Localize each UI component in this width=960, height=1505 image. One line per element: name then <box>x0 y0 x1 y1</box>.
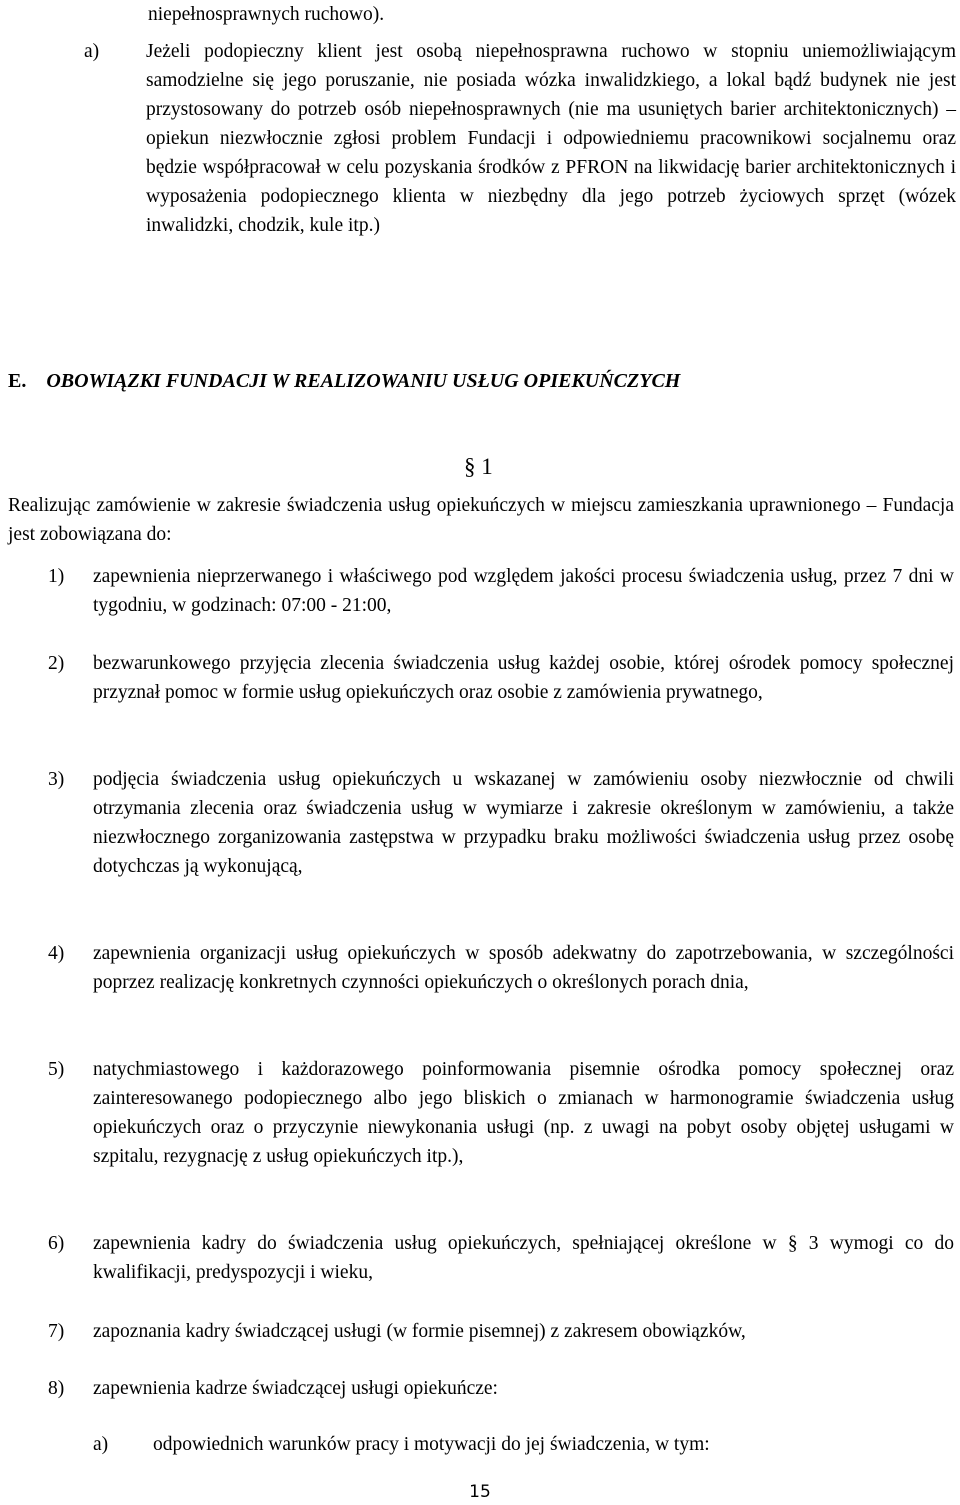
list-item-text: podjęcia świadczenia usług opiekuńczych u wskazanej w zamówieniu osoby niezwłocznie od chwili otrzymania zlecenia oraz świadczenia usług w wymiarze i zakresie określonym w zamówieniu, a także niezwłocznego zorganizowania zastępstwa w przypadku braku możliwości świadczenia usług przez osobę dotychczas ją wykonującą, <box>93 769 954 877</box>
list-item-text: zapewnienia nieprzerwanego i właściwego pod względem jakości procesu świadczenia usług, przez 7 dni w tygodniu, w godzinach: 07:00 - 21:00, <box>93 566 954 616</box>
list-item-marker: 4) <box>48 943 65 964</box>
section-heading <box>8 367 958 396</box>
item-a-marker: a) <box>84 41 100 62</box>
list-item-text: natychmiastowego i każdorazowego poinformowania pisemnie ośrodka pomocy społecznej oraz zainteresowanego podopiecznego albo jego bliskich o zmianach w harmonogramie świadczenia usług opiekuńczych oraz o przyczynie niewykonania usługi (np. z uwagi na pobyt osoby objętej usługami w szpitalu, rezygnację z usług opiekuńczych itp.), <box>93 1059 954 1167</box>
list-item-text: zapewnienia organizacji usług opiekuńczych w sposób adekwatny do zapotrzebowania, w szczególności poprzez realizację konkretnych czynności opiekuńczych o określonych porach dnia, <box>93 943 954 993</box>
list-item-marker: 2) <box>48 653 65 674</box>
list-item-marker: 5) <box>48 1059 65 1080</box>
list-item-text: bezwarunkowego przyjęcia zlecenia świadczenia usług każdej osobie, której ośrodek pomocy społecznej przyznał pomoc w formie usług opiekuńczych oraz osobie z zamówienia prywatnego, <box>93 653 954 703</box>
intro-text: Realizując zamówienie w zakresie świadczenia usług opiekuńczych w miejscu zamieszkania uprawnionego – Fundacja jest zobowiązana do: <box>8 495 954 545</box>
list-item-text: zapewnienia kadry do świadczenia usług opiekuńczych, spełniającej określone w § 3 wymogi co do kwalifikacji, predyspozycji i wieku, <box>93 1233 954 1283</box>
list-item-marker: 7) <box>48 1321 65 1342</box>
section-letter: E. <box>8 370 27 392</box>
paragraph-mark: § 1 <box>464 454 493 479</box>
list-item-marker: 8) <box>48 1378 65 1399</box>
list-item-marker: 1) <box>48 566 65 587</box>
list-item-text: zapoznania kadry świadczącej usługi (w formie pisemnej) z zakresem obowiązków, <box>93 1321 746 1342</box>
item-a-text: Jeżeli podopieczny klient jest osobą niepełnosprawna ruchowo w stopniu uniemożliwiającym samodzielne się jego poruszanie, nie posiada wózka inwalidzkiego, a lokal bądź budynek nie jest przystosowany do potrzeb osób niepełnosprawnych (nie ma usuniętych barier architektonicznych) – opiekun niezwłocznie zgłosi problem Fundacji i odpowiedniemu pracownikowi socjalnemu oraz będzie współpracował w celu pozyskania środków z PFRON na likwidację barier architektonicznych i wyposażenia podopiecznego klienta w niezbędny dla jego potrzeb życiowych sprzęt (wózek inwalidzki, chodzik, kule itp.) <box>146 41 956 236</box>
sub-item-text: odpowiednich warunków pracy i motywacji do jej świadczenia, w tym: <box>153 1434 710 1455</box>
continuation-line: niepełnosprawnych ruchowo). <box>148 4 385 25</box>
list-item-marker: 3) <box>48 769 65 790</box>
page-number: 15 <box>469 1482 491 1502</box>
list-item-text: zapewnienia kadrze świadczącej usługi opiekuńcze: <box>93 1378 498 1399</box>
list-item-marker: 6) <box>48 1233 65 1254</box>
section-title: OBOWIĄZKI FUNDACJI W REALIZOWANIU USŁUG OPIEKUŃCZYCH <box>46 370 681 392</box>
sub-item-marker: a) <box>93 1434 109 1455</box>
